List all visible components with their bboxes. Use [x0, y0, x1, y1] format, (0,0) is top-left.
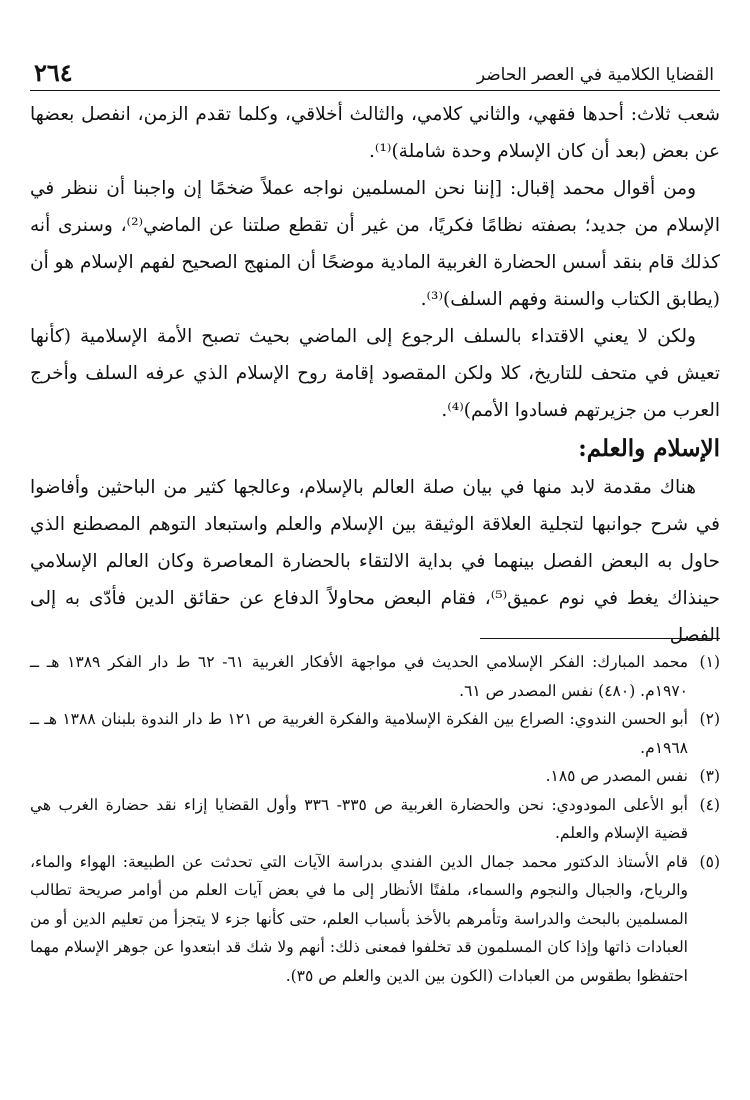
- footnote-4: [30, 791, 720, 848]
- footnote-number: (٤): [699, 795, 720, 814]
- footnote-5: [30, 848, 720, 991]
- footnote-3: [30, 762, 720, 791]
- page-header: [30, 58, 720, 91]
- paragraph-3: ولكن لا يعني الاقتداء بالسلف الرجوع إلى الماضي بحيث تصبح الأمة الإسلامية (كأنها تعيش في متحف للتاريخ، كلا ولكن المقصود إقامة روح الإسلام الذي عرفه السلف وأخرج العرب من جزيرتهم فسادوا الأمم)⁽⁴⁾.: [30, 326, 720, 421]
- footnote-number: (٣): [699, 767, 720, 785]
- footnotes: [30, 648, 720, 990]
- body-text: [30, 96, 720, 654]
- paragraph-1: شعب ثلاث: أحدها فقهي، والثاني كلامي، والثالث أخلاقي، وكلما تقدم الزمن، انفصل بعضها عن بعض (بعد أن كان الإسلام وحدة شاملة)⁽¹⁾.: [30, 104, 720, 162]
- footnote-text: نفس المصدر ص ١٨٥.: [545, 767, 688, 785]
- footnote-number: (٢): [699, 710, 720, 728]
- footnote-text: أبو الحسن الندوي: الصراع بين الفكرة الإسلامية والفكرة الغربية ص ١٢١ ط دار الندوة بلبنان ١٣٨٨ هـ ــ ١٩٦٨م.: [30, 710, 688, 757]
- page-number: ٢٦٤: [34, 58, 73, 87]
- footnote-2: [30, 705, 720, 762]
- footnote-number: (١): [699, 653, 720, 671]
- footnote-separator: [480, 638, 720, 639]
- footnote-text: أبو الأعلى المودودي: نحن والحضارة الغربية ص ٣٣٥- ٣٣٦ وأول القضايا إزاء نقد حضارة الغرب هي قضية الإسلام والعلم.: [30, 795, 688, 842]
- section-heading: الإسلام والعلم:: [578, 435, 720, 462]
- footnote-1: [30, 648, 720, 705]
- paragraph-2: ومن أقوال محمد إقبال: [إننا نحن المسلمين نواجه عملاً ضخمًا إن واجبنا أن ننظر في الإسلام من جديد؛ بصفته نظامًا فكريًا، من غير أن تقطع صلتنا عن الماضي⁽²⁾، وسنرى أنه كذلك قام بنقد أسس الحضارة الغربية المادية موضحًا أن المنهج الصحيح لفهم الإسلام هو أن (يطابق الكتاب والسنة وفهم السلف)⁽³⁾.: [30, 178, 720, 310]
- running-title: القضايا الكلامية في العصر الحاضر: [476, 65, 714, 85]
- footnote-text: محمد المبارك: الفكر الإسلامي الحديث في مواجهة الأفكار الغربية ٦١- ٦٢ ط دار الفكر ١٣٨٩ هـ ــ ١٩٧٠م. (٤٨٠) نفس المصدر ص ٦١.: [30, 653, 688, 700]
- paragraph-4: هناك مقدمة لابد منها في بيان صلة العالم بالإسلام، وعالجها كثير من الباحثين وأفاضوا في شرح جوانبها لتجلية العلاقة الوثيقة بين الإسلام والعلم واستبعاد التوهم المصطنع الذي حاول به البعض الفصل بينهما في بداية الالتقاء بالحضارة المعاصرة وكان العالم الإسلامي حينذاك يغط في نوم عميق⁽⁵⁾، فقام البعض محاولاً الدفاع عن حقائق الدين فأدّى به إلى الفصل: [30, 477, 720, 646]
- footnote-number: (٥): [699, 852, 720, 871]
- footnote-text: قام الأستاذ الدكتور محمد جمال الدين الفندي بدراسة الآيات التي تحدثت عن الطبيعة: الهواء والماء، والرياح، والجبال والنجوم والسماء، ملفتًا الأنظار إلى ما في بعض آيات العلم من أوامر صريحة تطالب المسلمين بالبحث والدراسة وتأمرهم بالأخذ بأسباب العلم، حتى كأنها جزء لا يتجزأ من تعليم الدين أو من العبادات ذاتها وإذا كان المسلمون قد تخلفوا فمعنى ذلك: أنهم ولا شك قد ابتعدوا عن جوهر الإسلام مهما احتفظوا بطقوس من العبادات (الكون بين الدين والعلم ص ٣٥).: [30, 852, 688, 985]
